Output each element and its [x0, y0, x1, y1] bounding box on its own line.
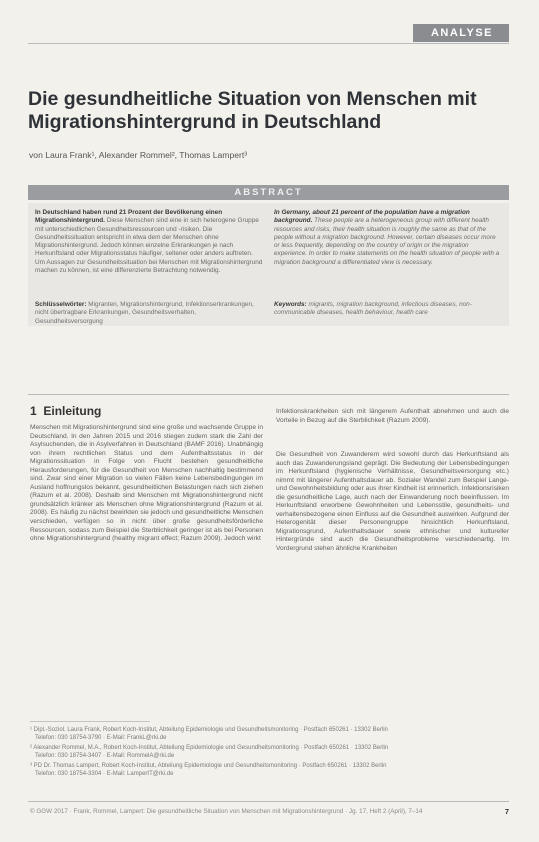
body-column-right-top: Infektionskrankheiten sich mit längerem Aufenthalt abnehmen und auch die Vorteile in Bezug auf die Sterblichkeit (Razum 2009).	[276, 408, 509, 424]
section-tag: ANALYSE	[413, 24, 509, 42]
footnote-line: Telefon: 030 18754-3304 · E-Mail: LampertT@rki.de	[35, 771, 174, 777]
keywords-english-text: migrants, migration background, infectious diseases, non-communicable diseases, health behaviour, health care	[274, 301, 472, 317]
body-column-left: Menschen mit Migrationshintergrund sind eine große und wachsende Gruppe in Deutschland. In den Jahren 2015 und 2016 stiegen zudem stark die Zahl der Asylsuchenden, die in Asylverfahren in Deutschland (BAMF 2016). Unabhängig von ihrem rechtlichen Status und dem Aufenthaltsstatus in der Migrationssituation in Folge von Flucht bestehen gesundheitliche Herausforderungen, für die Gesundheit von Menschen nachhaltig bestimmend sind. Zwar sind einer Migration so vielen Fällen keine Lebensbedingungen im Ausland hoffnungslos bekannt, gesundheitlichen Belastungen nach sich ziehen (Razum et al. 2008). Deshalb sind Menschen mit Migrationshintergrund nicht grundsätzlich kränker als Menschen ohne Migrationshintergrund (Razum et al. 2008). Es häufig zu nächst bewirkten sie jedoch und gesundheitliche Menschen verschieden, verfügen so in nicht über große gesundheitsförderliche Ressourcen, sodass zum Beispiel die Sterblichkeit geringer ist als bei Personen ohne Migrationshintergrund (healthy migrant effect; Razum 2009). Jedoch wirkt	[30, 424, 263, 543]
keywords-german-label: Schlüsselwörter:	[35, 301, 87, 308]
section-heading	[30, 404, 101, 418]
abstract-german-text: Diese Menschen sind eine in sich heterogene Gruppe mit unterschiedlichen Gesundheitsressourcen und -risiken. Die Gesundheitssituation entspricht in etwa dem der Menschen ohne Migrationshintergrund. Jedoch können einzelne Erkrankungen je nach Herkunftsland oder Migrationsstatus häufiger, seltener oder anders auftreten. Um Aussagen zur Gesundheitssituation bei Menschen mit Migrationshintergrund machen zu können, ist eine differenzierte Betrachtung notwendig.	[35, 217, 263, 275]
abstract-english-text: These people are a heterogeneous group with different health resources and risks, their health situation is roughly the same as that of the people without a migration background. However, certain diseases occur more or less frequently, depending on the country of origin or the migration experience. In order to make statements on the health situation of people with a migration background a differentiated view is necessary.	[274, 217, 500, 266]
header-rule	[28, 43, 509, 44]
section-rule	[28, 394, 509, 395]
abstract-english	[274, 209, 502, 295]
article-title: Die gesundheitliche Situation von Menschen mit Migrationshintergrund in Deutschland	[28, 88, 477, 133]
footnote-rule	[30, 721, 150, 722]
footnote-line: ¹ Dipl.-Soziol. Laura Frank, Robert Koch-Institut, Abteilung Epidemiologie und Gesundheitsmonitoring · Postfach 650261 · 13302 Berlin	[30, 727, 388, 733]
keywords-english-label: Keywords:	[274, 301, 307, 308]
abstract-box	[28, 203, 509, 326]
footer-rule	[28, 801, 509, 802]
abstract-german	[35, 209, 263, 295]
footnote-line: Telefon: 030 18754-3790 · E-Mail: FrankL@rki.de	[35, 735, 167, 741]
footnote-line: ² Alexander Rommel, M.A., Robert Koch-Institut, Abteilung Epidemiologie und Gesundheitsmonitoring · Postfach 650261 · 13302 Berlin	[30, 745, 389, 751]
section-number: 1	[30, 404, 37, 418]
section-title: Einleitung	[43, 404, 102, 418]
abstract-german-lead: In Deutschland haben rund 21 Prozent der Bevölkerung einen Migrationshintergrund.	[35, 209, 223, 225]
page-number: 7	[504, 807, 509, 816]
authors-line: von Laura Frank¹, Alexander Rommel², Thomas Lampert³	[29, 150, 248, 160]
abstract-english-lead: In Germany, about 21 percent of the population have a migration background.	[274, 209, 470, 225]
body-column-right-bottom: Die Gesundheit von Zuwanderern wird sowohl durch das Herkunftsland als auch das Zuwanderungsland geprägt. Die Bedeutung der Lebensbedingungen im Herkunftsland (hygienische Verhältnisse, Gesundheitsversorgung etc.) nimmt mit längerer Aufenthaltsdauer ab. Sozialer Wandel zum Beispiel Lange- und Gewohnheitsbildung oder aus ihrer Kindheit ist erinnerlich. Infektionsrisiken die gesundheitliche Lage, auch nach der Einwanderung noch beeinflussen. Im Herkunftsland erworbene Gewohnheiten und Lebensstile, gesundheits- und verhaltensbezogene einen Einfluss auf die Gesundheit auswirken. Aufgrund der Heterogenität dieser Personengruppe hinsichtlich Herkunftsland, Migrationsgrund, Aufenthaltsdauer sowie ethnischer und kultureller Hintergründe sind auch die Gesundheitsprobleme verschiedenartig. Im Vordergrund stehen ähnliche Krankheiten	[276, 451, 509, 553]
footnote-line: Telefon: 030 18754-3407 · E-Mail: RommelA@rki.de	[35, 753, 175, 759]
footer-citation: © GGW 2017 · Frank, Rommel, Lampert: Die gesundheitliche Situation von Menschen mit Migrationshintergrund · Jg. 17, Heft 2 (April), 7–14	[30, 808, 423, 815]
keywords-german-text: Migranten, Migrationshintergrund, Infektionserkrankungen, nicht übertragbare Erkrankungen, Gesundheitsverhalten, Gesundheitsversorgung	[35, 301, 254, 325]
abstract-heading: ABSTRACT	[28, 185, 509, 200]
keywords-german	[35, 301, 263, 326]
keywords-english	[274, 301, 502, 326]
footnote-line: ³ PD Dr. Thomas Lampert, Robert Koch-Institut, Abteilung Epidemiologie und Gesundheitsmonitoring · Postfach 650261 · 13302 Berlin	[30, 763, 387, 769]
